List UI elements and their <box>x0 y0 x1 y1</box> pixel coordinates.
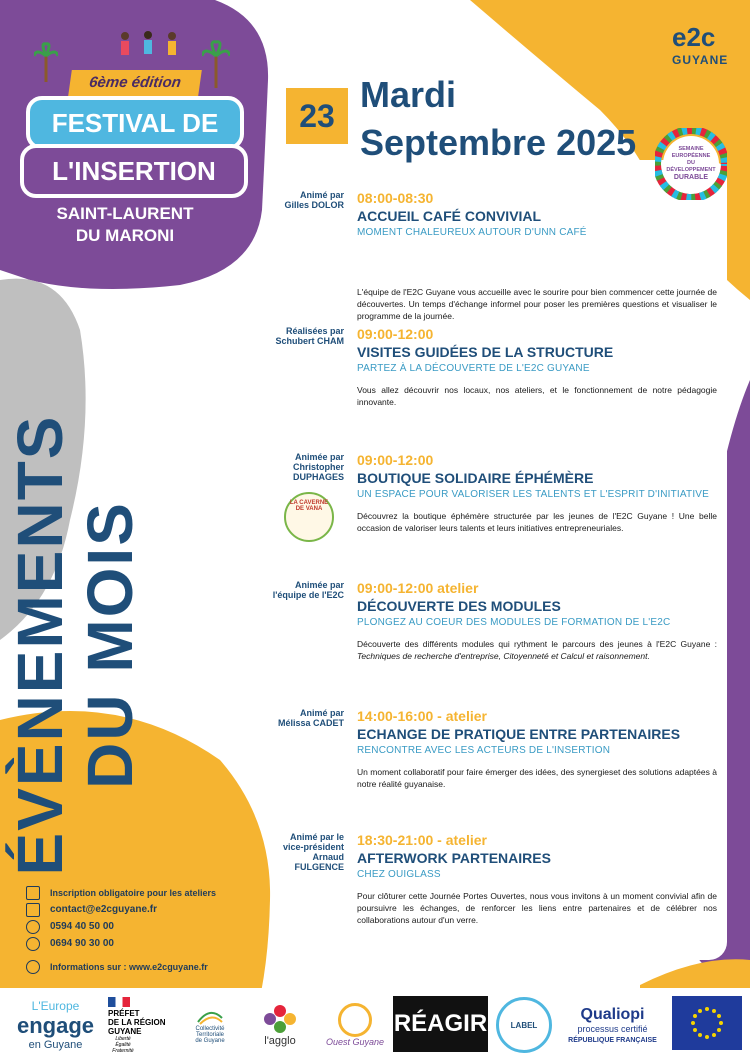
whatsapp-number[interactable]: 0694 90 30 00 <box>50 938 114 949</box>
whatsapp-row[interactable] <box>26 935 266 952</box>
event-host <box>272 580 344 600</box>
host-role: Animé par le vice-président <box>282 832 344 852</box>
event-title: BOUTIQUE SOLIDAIRE ÉPHÉMÈRE <box>357 470 594 486</box>
palm-decoration <box>202 40 230 88</box>
phone-icon <box>26 920 40 934</box>
host-name: l'équipe de l'E2C <box>272 590 344 600</box>
edition-label: 6ème édition <box>68 70 202 96</box>
host-name: Mélissa CADET <box>277 718 344 728</box>
vertical-title-line2: DU MOIS <box>74 501 146 789</box>
eu-flag <box>672 996 742 1050</box>
label-text: LABEL <box>510 1020 538 1030</box>
qualiopi-sub: processus certifié <box>577 1024 648 1034</box>
ctg-swirl-icon <box>196 1006 224 1026</box>
host-name: Gilles DOLOR <box>284 200 344 210</box>
event-subtitle: MOMENT CHALEUREUX AUTOUR D'UNN CAFÉ <box>357 227 587 238</box>
event-description-italic: Techniques de recherche d'entreprise, Citoyenneté et Calcul et raisonnement. <box>357 651 650 661</box>
event-time: 14:00-16:00 - atelier <box>357 708 487 724</box>
event-time: 09:00-12:00 <box>357 452 434 468</box>
date-weekday: Mardi <box>360 74 457 115</box>
event-host <box>272 326 344 346</box>
agglo-flower-icon <box>263 1003 297 1035</box>
sedd-line2: EUROPÉENNE <box>671 153 711 159</box>
event-description: Vous allez découvrir nos locaux, nos ateliers, et le fonctionnement de notre pédagogie innovante. <box>357 385 717 407</box>
label-e2c-logo <box>494 996 554 1054</box>
event-time: 09:00-12:00 atelier <box>357 580 479 596</box>
phone-number[interactable]: 0594 40 50 00 <box>50 921 114 932</box>
host-role: Réalisées par <box>285 326 344 336</box>
e2c-name: e2c <box>672 22 716 52</box>
host-role: Animé par <box>299 708 344 718</box>
event-subtitle: RENCONTRE AVEC LES ACTEURS DE L'INSERTION <box>357 745 611 756</box>
events-panel <box>272 160 727 960</box>
event-description: Un moment collaboratif pour faire émerger des idées, des synergieset des solutions adaptées à notre réalité guyanaise. <box>357 767 717 789</box>
date-day-number: 23 <box>286 88 348 144</box>
event-time: 09:00-12:00 <box>357 326 434 342</box>
globe-icon <box>26 960 40 974</box>
website-link[interactable]: Informations sur : www.e2cguyane.fr <box>50 961 208 972</box>
reagir-text: RÉAGIR <box>393 1010 488 1037</box>
partner-logos <box>0 988 750 1060</box>
festival-logo <box>20 30 270 200</box>
email-row[interactable] <box>26 901 266 918</box>
registration-note <box>26 884 266 901</box>
city-line1: SAINT-LAURENT <box>56 204 194 223</box>
europe-engage-logo <box>8 996 103 1054</box>
ctg-line3: de Guyane <box>195 1038 225 1044</box>
event-description: Pour clôturer cette Journée Portes Ouvertes, nous vous invitons à un moment convivial afin de poursuivre les échanges, de renforcer les liens entre partenaires et de célébrer nos collaborations autour d'un verre. <box>357 891 717 925</box>
phone-row[interactable] <box>26 918 266 935</box>
event-time: 08:00-08:30 <box>357 190 434 206</box>
prefet-motto: Liberté Égalité Fraternité <box>112 1035 134 1054</box>
host-role: Animé par <box>299 190 344 200</box>
date-month-year: Septembre 2025 <box>360 122 637 163</box>
event-title: ECHANGE DE PRATIQUE ENTRE PARTENAIRES <box>357 726 681 742</box>
label-seal-icon <box>496 997 552 1053</box>
ctg-line2: Territoriale <box>195 1032 224 1038</box>
registration-text: Inscription obligatoire pour les ateliers <box>50 887 217 898</box>
event-host <box>272 708 344 728</box>
event-subtitle: PARTEZ À LA DÉCOUVERTE DE L'E2C GUYANE <box>357 363 590 374</box>
ouest-circle-icon <box>338 1003 372 1037</box>
europe-line1: L'Europe <box>31 999 80 1013</box>
prefet-logo <box>108 996 178 1054</box>
ouest-text: Ouest Guyane <box>325 1037 385 1047</box>
contact-info <box>26 884 266 975</box>
sedd-line1: SEMAINE <box>678 146 704 152</box>
ouest-guyane-logo <box>322 996 388 1054</box>
agglo-text: l'agglo <box>264 1035 296 1047</box>
sedd-badge <box>655 128 727 200</box>
host-name: Schubert CHAM <box>275 336 344 346</box>
qualiopi-logo <box>560 996 665 1054</box>
host-role: Animée par <box>294 452 344 462</box>
caverne-logo-text: LA CAVERNE DE VANA <box>289 500 329 512</box>
mail-icon <box>26 903 40 917</box>
website-row[interactable] <box>26 958 266 975</box>
host-name: Christopher DUPHAGES <box>292 462 344 482</box>
people-illustration <box>110 30 190 68</box>
event-subtitle: PLONGEZ AU COEUR DES MODULES DE FORMATION DE L'E2C <box>357 617 671 628</box>
host-role: Animée par <box>294 580 344 590</box>
city-name <box>25 203 225 247</box>
events-of-month-title <box>4 365 146 925</box>
event-host <box>272 452 344 482</box>
ctg-logo <box>180 996 240 1054</box>
event-title: AFTERWORK PARTENAIRES <box>357 850 551 866</box>
event-host <box>272 190 344 210</box>
agglo-logo <box>245 996 315 1054</box>
event-title: DÉCOUVERTE DES MODULES <box>357 598 561 614</box>
sedd-text <box>665 146 717 181</box>
event-host <box>272 832 344 872</box>
event-description-text: Découverte des différents modules qui rythment le parcours des jeunes à l'E2C Guyane : <box>357 639 717 649</box>
event-description: L'équipe de l'E2C Guyane vous accueille avec le sourire pour bien commencer cette journée de découvertes. Un temps d'échange informel pour poser les premières questions et visualiser le programme de la journée. <box>357 287 717 321</box>
email-link[interactable]: contact@e2cguyane.fr <box>50 904 158 915</box>
caverne-logo <box>284 492 334 542</box>
sedd-line3: DU DÉVELOPPEMENT <box>666 160 716 173</box>
event-description: Découvrez la boutique éphémère structurée par les jeunes de l'E2C Guyane ! Une belle occasion de valoriser leurs talents et leurs initiatives entrepreneuriales. <box>357 511 717 533</box>
ctg-line1: Collectivité <box>195 1026 225 1032</box>
palm-decoration <box>34 42 58 82</box>
festival-title-line1: FESTIVAL DE <box>26 96 244 150</box>
city-line2: DU MARONI <box>75 226 175 245</box>
marianne-icon <box>108 997 130 1007</box>
whatsapp-icon <box>26 937 40 951</box>
e2c-logo <box>672 22 742 82</box>
clipboard-icon <box>26 886 40 900</box>
host-name: Arnaud FULGENCE <box>294 852 344 872</box>
festival-title-line2: L'INSERTION <box>20 144 248 198</box>
prefet-line1: PRÉFET <box>108 1008 140 1018</box>
europe-line3: en Guyane <box>28 1039 83 1051</box>
e2c-region: GUYANE <box>672 53 729 67</box>
vertical-title-line1: ÉVÈNEMENTS <box>4 414 76 876</box>
reagir-logo <box>393 996 488 1052</box>
event-subtitle: UN ESPACE POUR VALORISER LES TALENTS ET L'ESPRIT D'INITIATIVE <box>357 489 710 500</box>
event-title: VISITES GUIDÉES DE LA STRUCTURE <box>357 344 614 360</box>
prefet-line3: GUYANE <box>108 1026 142 1036</box>
prefet-line2: DE LA RÉGION <box>108 1017 166 1027</box>
europe-line2: engage <box>16 1013 95 1038</box>
republique-text: RÉPUBLIQUE FRANÇAISE <box>568 1037 657 1044</box>
event-time: 18:30-21:00 - atelier <box>357 832 487 848</box>
event-description <box>357 638 717 662</box>
event-subtitle: CHEZ OUIGLASS <box>357 869 441 880</box>
event-title: ACCUEIL CAFÉ CONVIVIAL <box>357 208 542 224</box>
sedd-line4: DURABLE <box>673 174 709 181</box>
qualiopi-text: Qualiopi <box>580 1006 645 1023</box>
eu-stars-icon <box>682 1003 732 1043</box>
